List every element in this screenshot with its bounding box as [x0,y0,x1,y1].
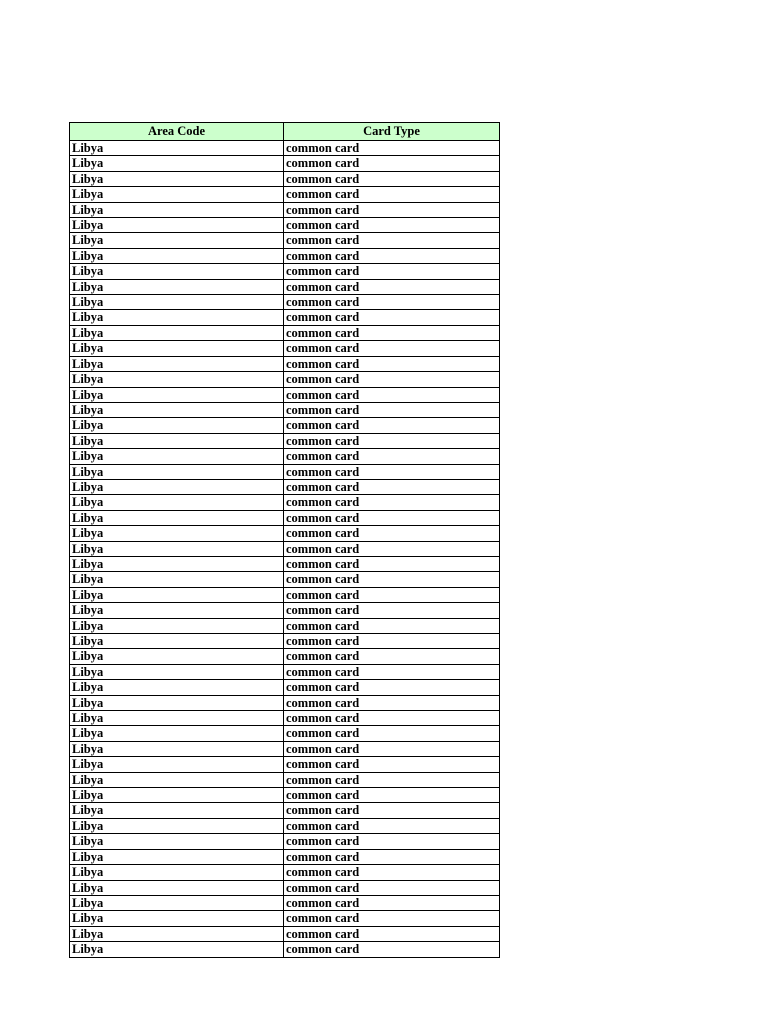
table-row [70,141,500,156]
table-row [70,279,500,294]
spreadsheet-table [69,122,500,958]
card-type-cell[interactable]: common card [284,526,500,541]
table-body [70,141,500,958]
table-row [70,818,500,833]
table-row [70,788,500,803]
table-row [70,526,500,541]
area-code-cell[interactable]: Libya [70,711,284,726]
area-code-cell[interactable]: Libya [70,187,284,202]
column-header-card-type[interactable]: Card Type [284,123,500,141]
area-code-cell[interactable]: Libya [70,171,284,186]
card-type-cell[interactable]: common card [284,711,500,726]
card-type-cell[interactable]: common card [284,895,500,910]
table-row [70,865,500,880]
area-code-cell[interactable]: Libya [70,741,284,756]
area-code-cell[interactable]: Libya [70,156,284,171]
table-row [70,741,500,756]
table-row [70,757,500,772]
card-type-cell[interactable]: common card [284,171,500,186]
area-code-cell[interactable]: Libya [70,402,284,417]
table-row [70,587,500,602]
area-code-cell[interactable]: Libya [70,911,284,926]
card-type-cell[interactable]: common card [284,880,500,895]
area-code-cell[interactable]: Libya [70,880,284,895]
table-row [70,572,500,587]
card-type-cell[interactable]: common card [284,726,500,741]
card-type-cell[interactable]: common card [284,834,500,849]
card-type-cell[interactable]: common card [284,865,500,880]
area-code-cell[interactable]: Libya [70,849,284,864]
card-type-cell[interactable]: common card [284,264,500,279]
table-row [70,618,500,633]
area-code-cell[interactable]: Libya [70,264,284,279]
card-type-cell[interactable]: common card [284,433,500,448]
area-code-cell[interactable]: Libya [70,202,284,217]
area-code-cell[interactable]: Libya [70,603,284,618]
table-row [70,880,500,895]
area-code-cell[interactable]: Libya [70,510,284,525]
table-row [70,603,500,618]
area-code-cell[interactable]: Libya [70,387,284,402]
card-type-cell[interactable]: common card [284,664,500,679]
card-type-cell[interactable]: common card [284,464,500,479]
table-row [70,171,500,186]
card-type-cell[interactable]: common card [284,587,500,602]
card-type-cell[interactable]: common card [284,803,500,818]
column-header-area-code[interactable]: Area Code [70,123,284,141]
table-row [70,510,500,525]
card-type-cell[interactable]: common card [284,402,500,417]
area-code-cell[interactable]: Libya [70,495,284,510]
header-row [70,123,500,141]
table-row [70,664,500,679]
table-row [70,634,500,649]
card-type-cell[interactable]: common card [284,818,500,833]
table-row [70,233,500,248]
area-code-cell[interactable]: Libya [70,449,284,464]
card-type-cell[interactable]: common card [284,634,500,649]
area-code-cell[interactable]: Libya [70,818,284,833]
area-code-cell[interactable]: Libya [70,233,284,248]
table-row [70,726,500,741]
card-type-cell[interactable]: common card [284,495,500,510]
area-code-cell[interactable]: Libya [70,634,284,649]
card-type-cell[interactable]: common card [284,356,500,371]
area-code-cell[interactable]: Libya [70,680,284,695]
card-type-cell[interactable]: common card [284,741,500,756]
table-row [70,895,500,910]
card-type-cell[interactable]: common card [284,911,500,926]
area-code-cell[interactable]: Libya [70,695,284,710]
area-code-cell[interactable]: Libya [70,572,284,587]
table-row [70,541,500,556]
table-row [70,202,500,217]
table-row [70,464,500,479]
card-type-cell[interactable]: common card [284,618,500,633]
card-type-cell[interactable]: common card [284,202,500,217]
card-type-cell[interactable]: common card [284,387,500,402]
area-code-cell[interactable]: Libya [70,788,284,803]
table-row [70,449,500,464]
card-type-cell[interactable]: common card [284,479,500,494]
table-row [70,911,500,926]
table-row [70,310,500,325]
area-code-cell[interactable]: Libya [70,141,284,156]
card-type-cell[interactable]: common card [284,788,500,803]
area-code-cell[interactable]: Libya [70,356,284,371]
table-row [70,325,500,340]
card-type-cell[interactable]: common card [284,680,500,695]
table-row [70,711,500,726]
area-code-cell[interactable]: Libya [70,479,284,494]
table-row [70,418,500,433]
table-row [70,218,500,233]
table-row [70,402,500,417]
table-row [70,803,500,818]
area-code-cell[interactable]: Libya [70,618,284,633]
table-row [70,341,500,356]
card-type-cell[interactable]: common card [284,757,500,772]
area-code-cell[interactable]: Libya [70,895,284,910]
area-code-cell[interactable]: Libya [70,325,284,340]
area-code-cell[interactable]: Libya [70,803,284,818]
table-row [70,556,500,571]
card-type-cell[interactable]: common card [284,187,500,202]
card-type-cell[interactable]: common card [284,849,500,864]
area-code-cell[interactable]: Libya [70,757,284,772]
area-code-cell[interactable]: Libya [70,526,284,541]
table-row [70,387,500,402]
card-type-cell[interactable]: common card [284,603,500,618]
card-type-cell[interactable]: common card [284,341,500,356]
area-code-cell[interactable]: Libya [70,664,284,679]
area-code-cell[interactable]: Libya [70,865,284,880]
card-type-cell[interactable]: common card [284,325,500,340]
area-code-cell[interactable]: Libya [70,279,284,294]
card-type-cell[interactable]: common card [284,649,500,664]
table-row [70,479,500,494]
area-code-cell[interactable]: Libya [70,248,284,263]
area-code-cell[interactable]: Libya [70,341,284,356]
card-type-cell[interactable]: common card [284,556,500,571]
table-row [70,680,500,695]
table-row [70,695,500,710]
table-row [70,264,500,279]
table-row [70,356,500,371]
area-code-cell[interactable]: Libya [70,418,284,433]
card-type-cell[interactable]: common card [284,572,500,587]
card-type-cell[interactable]: common card [284,449,500,464]
card-type-cell[interactable]: common card [284,233,500,248]
table-row [70,295,500,310]
card-type-cell[interactable]: common card [284,541,500,556]
card-type-cell[interactable]: common card [284,295,500,310]
table-row [70,248,500,263]
area-code-cell[interactable]: Libya [70,295,284,310]
card-type-cell[interactable]: common card [284,218,500,233]
card-type-cell[interactable]: common card [284,942,500,957]
table-row [70,926,500,941]
area-code-cell[interactable]: Libya [70,587,284,602]
card-type-cell[interactable]: common card [284,372,500,387]
area-code-cell[interactable]: Libya [70,433,284,448]
area-code-cell[interactable]: Libya [70,834,284,849]
table-row [70,372,500,387]
area-code-cell[interactable]: Libya [70,556,284,571]
card-type-cell[interactable]: common card [284,418,500,433]
card-type-cell[interactable]: common card [284,156,500,171]
table-row [70,649,500,664]
table-row [70,772,500,787]
area-code-cell[interactable]: Libya [70,372,284,387]
card-type-cell[interactable]: common card [284,772,500,787]
area-code-cell[interactable]: Libya [70,726,284,741]
card-type-cell[interactable]: common card [284,695,500,710]
card-type-cell[interactable]: common card [284,310,500,325]
area-code-cell[interactable]: Libya [70,310,284,325]
card-type-cell[interactable]: common card [284,141,500,156]
card-type-cell[interactable]: common card [284,510,500,525]
area-code-cell[interactable]: Libya [70,541,284,556]
table-row [70,834,500,849]
table-row [70,433,500,448]
area-code-cell[interactable]: Libya [70,649,284,664]
area-code-cell[interactable]: Libya [70,218,284,233]
area-code-cell[interactable]: Libya [70,772,284,787]
area-code-cell[interactable]: Libya [70,926,284,941]
area-code-cell[interactable]: Libya [70,464,284,479]
card-type-cell[interactable]: common card [284,926,500,941]
table-row [70,849,500,864]
table-row [70,156,500,171]
area-code-cell[interactable]: Libya [70,942,284,957]
table-row [70,495,500,510]
card-type-cell[interactable]: common card [284,279,500,294]
table-row [70,942,500,957]
table-row [70,187,500,202]
card-type-cell[interactable]: common card [284,248,500,263]
